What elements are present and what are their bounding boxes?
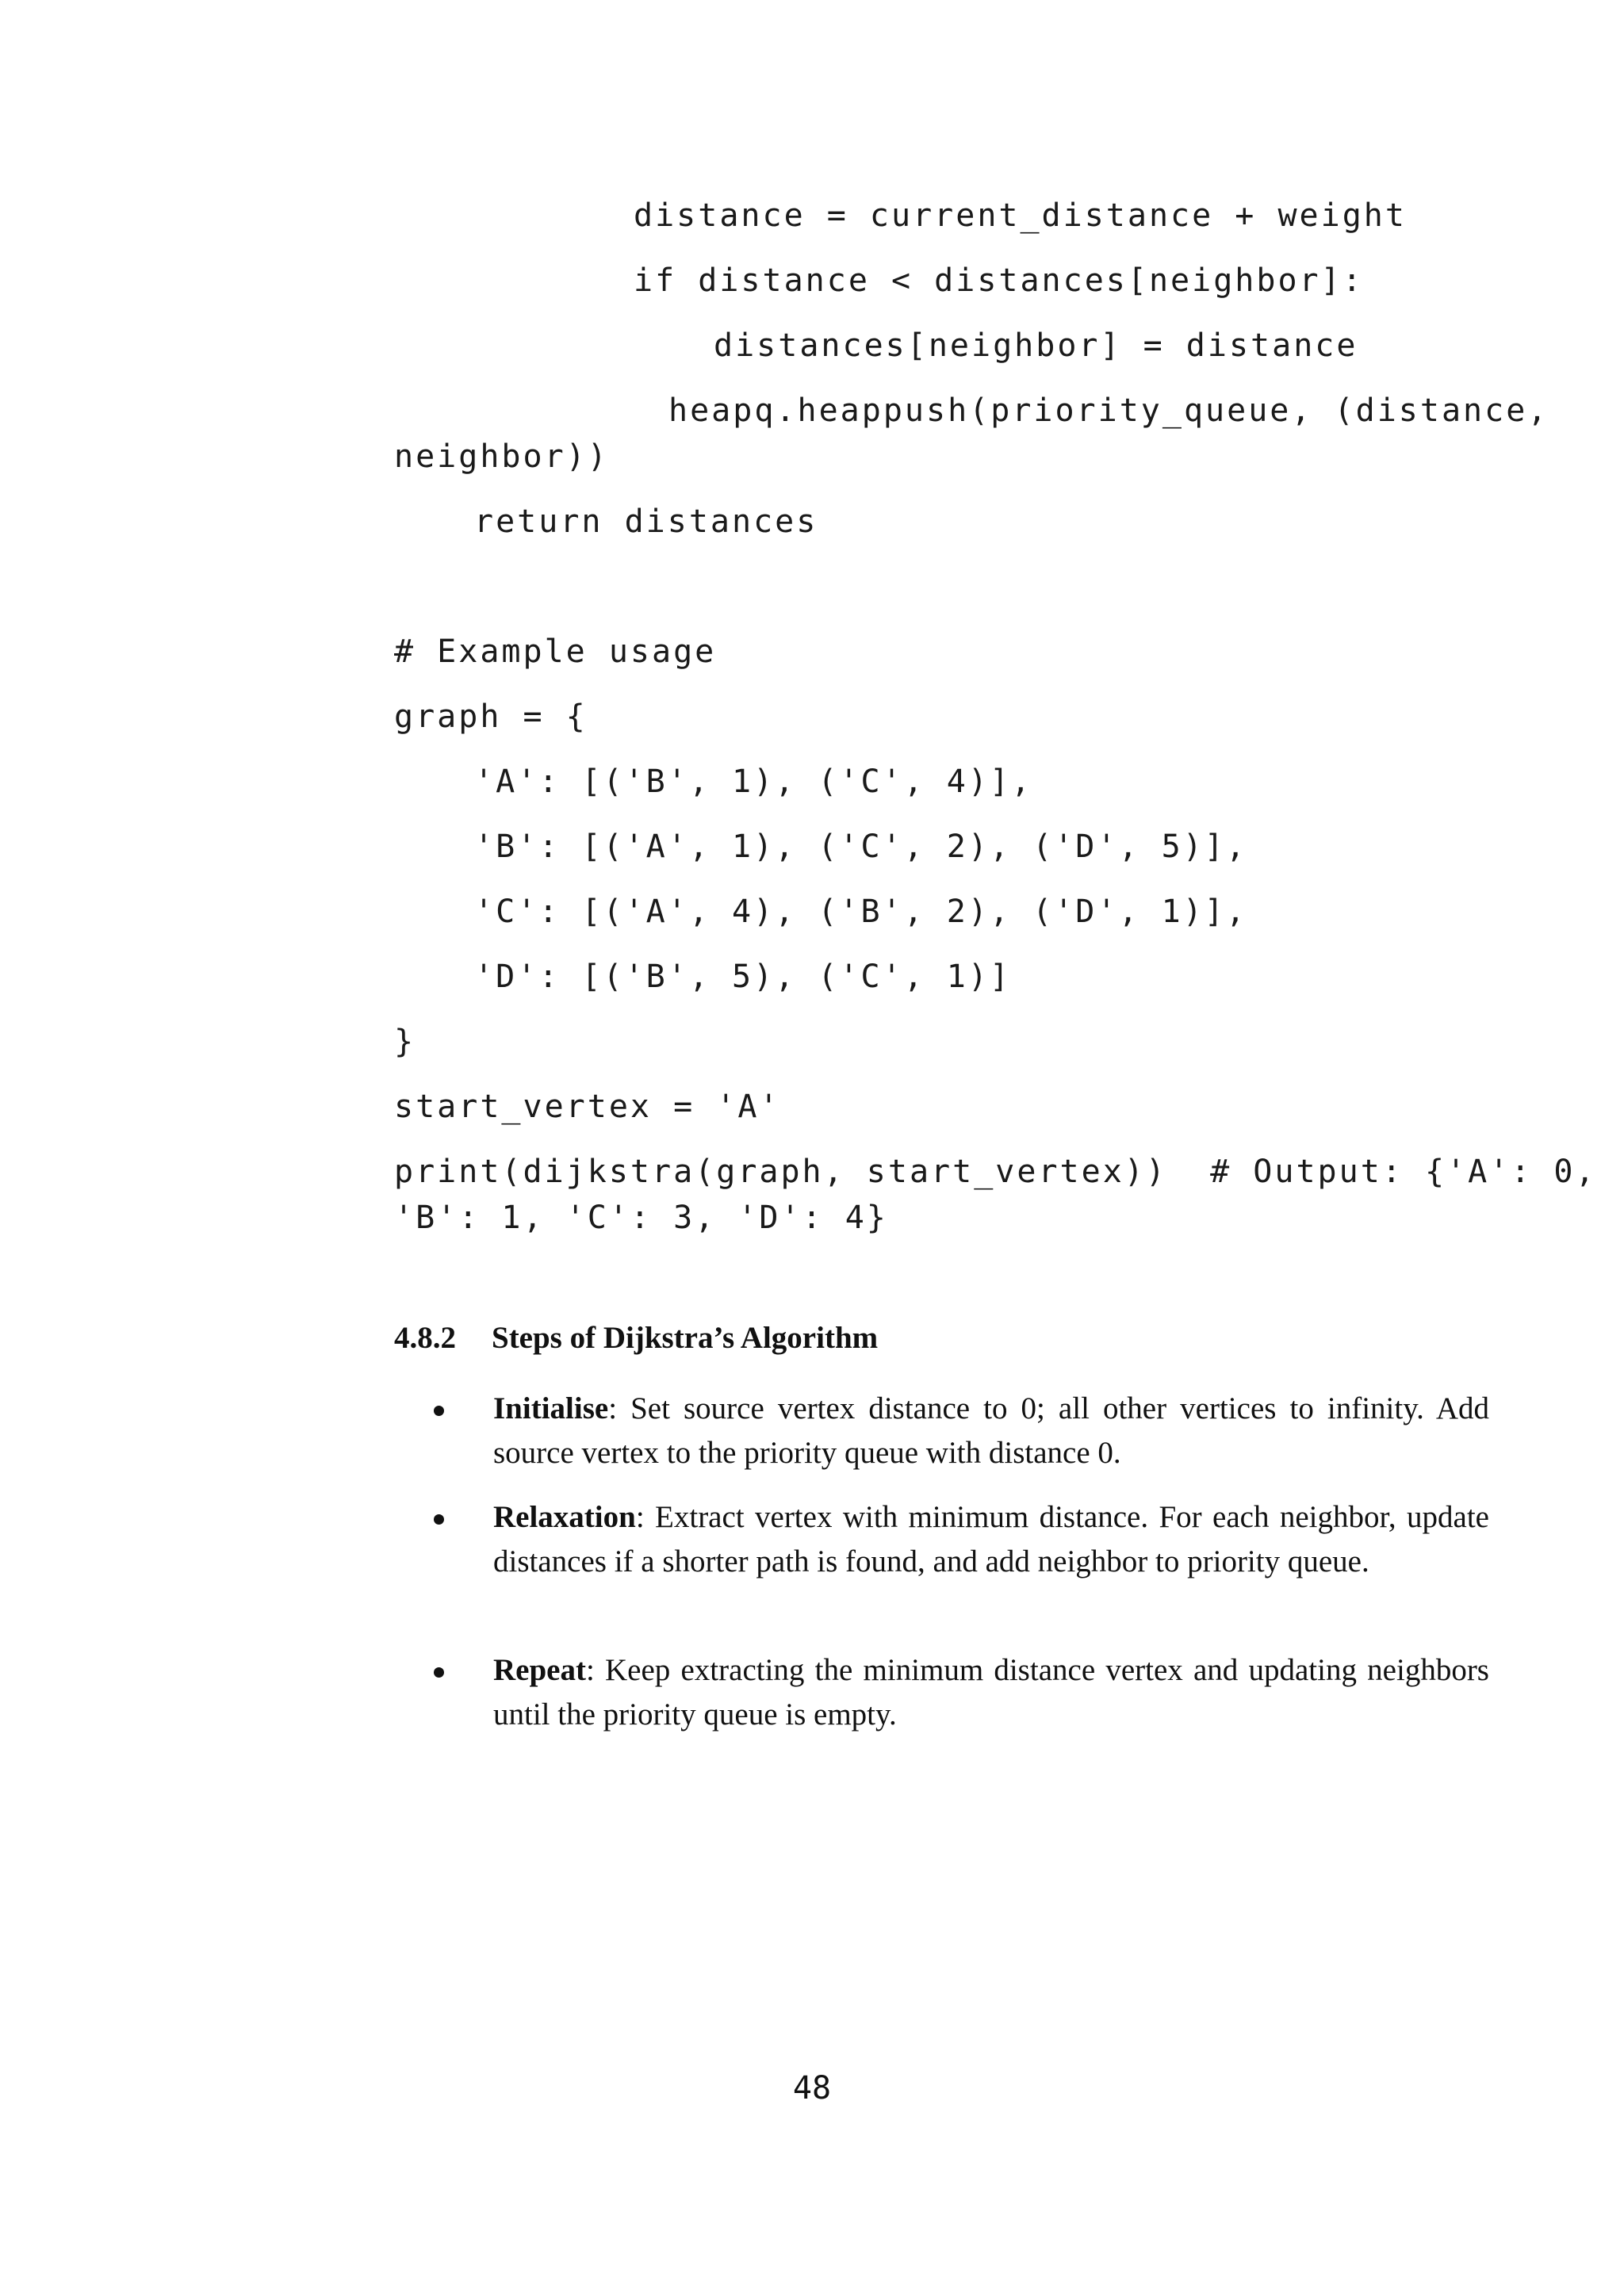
- code-line: if distance < distances[neighbor]:: [634, 262, 1364, 299]
- code-line: distances[neighbor] = distance: [714, 327, 1358, 364]
- code-line: heapq.heappush(priority_queue, (distance,: [668, 392, 1549, 429]
- code-line: 'C': [('A', 4), ('B', 2), ('D', 1)],: [474, 894, 1247, 930]
- step-text: : Set source vertex distance to 0; all other vertices to infinity. Add source vertex to the priority queue with distance 0.: [493, 1391, 1489, 1470]
- code-line: }: [394, 1024, 416, 1060]
- step-text: : Extract vertex with minimum distance. For each neighbor, update distances if a shorter path is found, and add neighbor to priority queue.: [493, 1500, 1489, 1578]
- page-number: 48: [792, 2070, 832, 2107]
- code-line: 'B': [('A', 1), ('C', 2), ('D', 5)],: [474, 828, 1247, 865]
- list-item: [444, 1495, 1489, 1584]
- step-term: Relaxation: [493, 1500, 636, 1534]
- code-line: return distances: [474, 503, 818, 540]
- code-line: distance = current_distance + weight: [634, 197, 1407, 234]
- code-line: neighbor)): [394, 438, 609, 475]
- code-comment: # Example usage: [394, 633, 717, 670]
- code-line: 'B': 1, 'C': 3, 'D': 4}: [394, 1200, 888, 1236]
- code-line: start_vertex = 'A': [394, 1089, 781, 1125]
- code-line: 'D': [('B', 5), ('C', 1)]: [474, 959, 1012, 995]
- step-term: Repeat: [493, 1653, 586, 1687]
- list-item: [444, 1648, 1489, 1737]
- code-line: print(dijkstra(graph, start_vertex)) # Output: {'A': 0,: [394, 1154, 1597, 1190]
- list-item: [444, 1387, 1489, 1475]
- code-line: graph = {: [394, 698, 588, 735]
- step-term: Initialise: [493, 1391, 609, 1425]
- section-title: Steps of Dijkstra’s Algorithm: [492, 1321, 879, 1355]
- section-number: 4.8.2: [394, 1321, 456, 1355]
- section-heading: [394, 1319, 878, 1357]
- bullet-icon: [434, 1514, 444, 1525]
- code-line: 'A': [('B', 1), ('C', 4)],: [474, 763, 1033, 800]
- bullet-icon: [434, 1406, 444, 1416]
- step-text: : Keep extracting the minimum distance vertex and updating neighbors until the priority queue is empty.: [493, 1653, 1489, 1732]
- bullet-icon: [434, 1667, 444, 1678]
